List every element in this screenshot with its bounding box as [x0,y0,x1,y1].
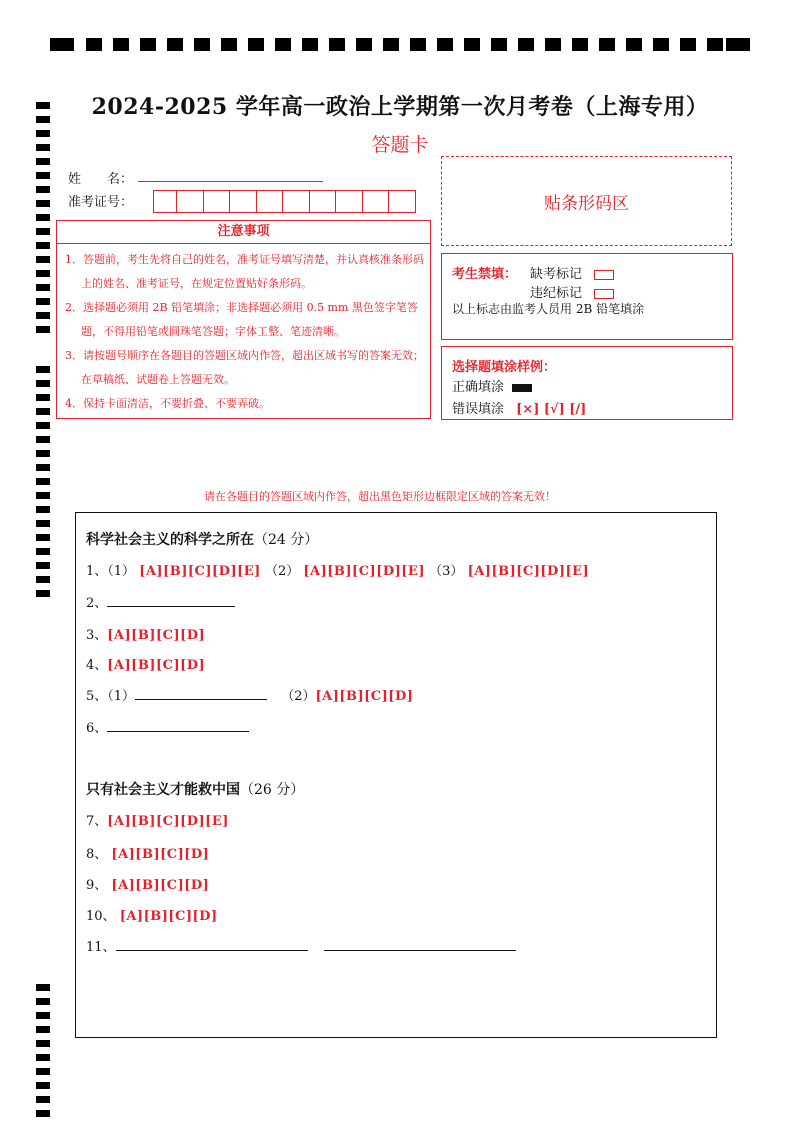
question-6: 6、 [86,717,249,736]
id-digit-box[interactable] [363,190,390,213]
note-item: 4．保持卡面清洁，不要折叠、不要弄破。 [65,397,270,410]
timing-mark [36,1054,50,1061]
q1-3-options[interactable]: [A][B][C][D][E] [467,564,590,579]
timing-mark [36,998,50,1005]
notes-heading: 注意事项 [57,221,430,244]
timing-mark [36,256,50,263]
timing-mark [36,394,50,401]
q11-answer-blank-2[interactable] [324,938,516,951]
timing-mark [36,214,50,221]
id-digit-box[interactable] [336,190,363,213]
id-label: 准考证号： [68,195,134,210]
timing-mark [36,312,50,319]
warning-text: 请在各题目的答题区域内作答，超出黑色矩形边框限定区域的答案无效！ [204,490,556,503]
q7-options[interactable]: [A][B][C][D][E] [107,814,229,829]
timing-mark [36,422,50,429]
timing-mark [36,534,50,541]
q11-answer-blank-1[interactable] [116,938,308,951]
q6-answer-blank[interactable] [107,719,249,732]
timing-mark [36,200,50,207]
timing-mark [36,326,50,333]
question-9: 9、 [A][B][C][D] [86,878,210,893]
question-3: 3、[A][B][C][D] [86,628,206,643]
absent-label: 缺考标记 [530,267,583,282]
question-4: 4、[A][B][C][D] [86,658,206,673]
timing-mark [36,1110,50,1117]
question-8: 8、 [A][B][C][D] [86,847,210,862]
timing-mark [36,450,50,457]
violation-mark[interactable] [594,289,614,299]
timing-mark [36,1040,50,1047]
absent-mark[interactable] [594,270,614,280]
id-digit-box[interactable] [230,190,257,213]
timing-mark [36,1082,50,1089]
answer-area [75,512,717,1038]
note-item: 1．答题前，考生先将自己的姓名，准考证号填写清楚，并认真核准条形码上的姓名、准考证号，在规定位置贴好条形码。 [65,253,424,290]
wrong-marks: [×] [√] [/] [516,402,587,417]
timing-mark [36,984,50,991]
answer-card-subtitle: 答题卡 [371,134,429,156]
timing-mark [36,380,50,387]
note-item: 3．请按题号顺序在各题目的答题区域内作答，超出区域书写的答案无效；在草稿纸、试题卷上答题无效。 [65,349,424,386]
forbidden-box [441,253,733,340]
question-7: 7、[A][B][C][D][E] [86,814,229,829]
timing-mark [36,172,50,179]
note-item: 2．选择题必须用 2B 铅笔填涂；非选择题必须用 0.5 mm 黑色签字笔答题，不得用铅笔或圆珠笔答题；字体工整、笔迹清晰。 [65,301,418,338]
q1-2-options[interactable]: [A][B][C][D][E] [303,564,425,579]
timing-mark [36,1068,50,1075]
filled-sample [512,384,532,392]
timing-mark [36,298,50,305]
question-11: 11、 [86,936,516,955]
question-5: 5、（1） （2）[A][B][C][D] [86,689,414,704]
timing-mark [36,520,50,527]
correct-label: 正确填涂 [452,380,505,395]
timing-mark [36,270,50,277]
fill-sample-title: 选择题填涂样例： [452,360,557,375]
question-2: 2、 [86,592,235,611]
timing-mark [36,228,50,235]
fill-sample-box [441,346,733,420]
timing-mark [36,548,50,555]
q4-options[interactable]: [A][B][C][D] [107,658,206,673]
section1-title: 科学社会主义的科学之所在（24 分） [86,532,319,548]
timing-mark [36,366,50,373]
q5-1-answer-blank[interactable] [135,687,267,700]
id-digit-box[interactable] [389,190,416,213]
timing-mark [36,1026,50,1033]
barcode-label: 贴条形码区 [544,193,629,214]
id-digit-box[interactable] [310,190,337,213]
name-field[interactable] [138,181,323,182]
timing-mark [36,158,50,165]
exam-id-boxes[interactable] [153,190,416,213]
q5-2-options[interactable]: [A][B][C][D] [315,689,414,704]
timing-mark [36,506,50,513]
q2-answer-blank[interactable] [107,594,235,607]
timing-mark [36,1096,50,1103]
q8-options[interactable]: [A][B][C][D] [111,847,210,862]
id-digit-box[interactable] [257,190,284,213]
timing-mark [36,242,50,249]
timing-mark [36,464,50,471]
wrong-label: 错误填涂 [452,402,505,417]
q10-options[interactable]: [A][B][C][D] [119,909,218,924]
id-digit-box[interactable] [283,190,310,213]
timing-mark [36,408,50,415]
q9-options[interactable]: [A][B][C][D] [111,878,210,893]
id-digit-box[interactable] [153,190,177,213]
timing-mark [36,478,50,485]
page-title: 2024-2025 学年高一政治上学期第一次月考卷（上海专用） [91,94,709,120]
forbidden-note: 以上标志由监考人员用 2B 铅笔填涂 [452,302,645,316]
q3-options[interactable]: [A][B][C][D] [107,628,206,643]
timing-mark [36,284,50,291]
id-digit-box[interactable] [204,190,231,213]
name-label: 姓 名： [68,172,134,187]
violation-label: 违纪标记 [530,286,583,301]
timing-mark [36,1012,50,1019]
question-1: 1、（1） [A][B][C][D][E] （2） [A][B][C][D][E] （3） [A][B][C][D][E] [86,564,590,579]
timing-mark [36,436,50,443]
id-digit-box[interactable] [177,190,204,213]
timing-mark [36,576,50,583]
barcode-area [441,156,732,246]
section2-title: 只有社会主义才能救中国（26 分） [86,782,305,798]
timing-mark [36,562,50,569]
forbidden-title: 考生禁填： [452,267,518,282]
notes-box [56,220,431,419]
q1-1-options[interactable]: [A][B][C][D][E] [139,564,261,579]
timing-mark [36,590,50,597]
question-10: 10、 [A][B][C][D] [86,909,218,924]
timing-mark [36,186,50,193]
